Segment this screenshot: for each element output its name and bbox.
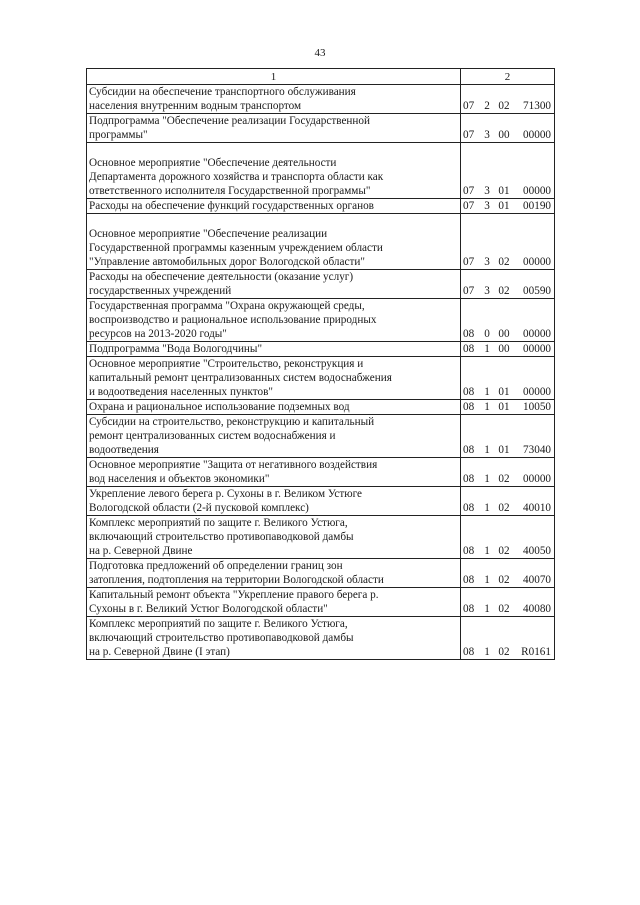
- row-name-cell: Расходы на обеспечение деятельности (оказание услуг) государственных учреждений: [87, 270, 461, 299]
- code-part-a: 08: [463, 603, 475, 615]
- code-part-a: 08: [463, 343, 475, 355]
- table-row: [87, 199, 555, 214]
- table-row: [87, 270, 555, 299]
- code-part-c: 02: [498, 545, 510, 557]
- row-code-cell: [461, 357, 555, 400]
- code-part-a: 08: [463, 502, 475, 514]
- column-header-name: 1: [87, 69, 461, 85]
- code-part-c: 02: [498, 603, 510, 615]
- code-part-d: 00000: [523, 129, 551, 141]
- budget-code: [463, 255, 552, 269]
- budget-code: [463, 385, 552, 399]
- row-name-cell: Подпрограмма "Вода Вологодчины": [87, 342, 461, 357]
- code-part-d: 71300: [523, 100, 551, 112]
- row-name-cell: Охрана и рациональное использование подземных вод: [87, 400, 461, 415]
- table-row: [87, 214, 555, 270]
- code-part-c: 02: [498, 502, 510, 514]
- row-code-cell: [461, 299, 555, 342]
- code-part-d: 00000: [523, 473, 551, 485]
- budget-code: [463, 472, 552, 486]
- code-part-b: 1: [484, 343, 490, 355]
- code-part-b: 1: [484, 502, 490, 514]
- row-code-cell: [461, 487, 555, 516]
- code-part-d: 00590: [523, 285, 551, 297]
- table-row: [87, 342, 555, 357]
- row-name-cell: Субсидии на строительство, реконструкцию и капитальный ремонт централизованных систем водоснабжения и водоотведения: [87, 415, 461, 458]
- budget-code: [463, 573, 552, 587]
- row-name-cell: Основное мероприятие "Строительство, реконструкция и капитальный ремонт централизованных систем водоснабжения и водоотведения населенных пунктов": [87, 357, 461, 400]
- budget-code: [463, 544, 552, 558]
- code-part-b: 1: [484, 401, 490, 413]
- code-part-c: 02: [498, 100, 510, 112]
- code-part-d: 00000: [523, 256, 551, 268]
- code-part-b: 2: [484, 100, 490, 112]
- table-row: [87, 559, 555, 588]
- code-part-d: 40080: [523, 603, 551, 615]
- row-name-cell: Подпрограмма "Обеспечение реализации Государственной программы": [87, 114, 461, 143]
- row-code-cell: [461, 516, 555, 559]
- code-part-a: 08: [463, 444, 475, 456]
- code-part-c: 00: [498, 328, 510, 340]
- row-code-cell: [461, 588, 555, 617]
- code-part-a: 08: [463, 328, 475, 340]
- code-part-d: 00190: [523, 200, 551, 212]
- budget-code: [463, 199, 552, 213]
- code-part-d: 40050: [523, 545, 551, 557]
- code-part-d: 00000: [523, 185, 551, 197]
- table-row: [87, 114, 555, 143]
- code-part-c: 01: [498, 185, 510, 197]
- row-code-cell: [461, 559, 555, 588]
- page-number: 43: [314, 47, 326, 59]
- budget-code: [463, 645, 552, 659]
- budget-code: [463, 400, 552, 414]
- row-code-cell: [461, 415, 555, 458]
- code-part-c: 00: [498, 343, 510, 355]
- table-row: [87, 357, 555, 400]
- row-name-cell: Укрепление левого берега р. Сухоны в г. Великом Устюге Вологодской области (2-й пусковой комплекс): [87, 487, 461, 516]
- code-part-a: 07: [463, 100, 475, 112]
- code-part-b: 1: [484, 574, 490, 586]
- table-row: [87, 400, 555, 415]
- table-row: [87, 299, 555, 342]
- code-part-b: 1: [484, 545, 490, 557]
- table-row: [87, 85, 555, 114]
- row-name-cell: Капитальный ремонт объекта "Укрепление правого берега р. Сухоны в г. Великий Устюг Вологодской области": [87, 588, 461, 617]
- budget-code: [463, 602, 552, 616]
- code-part-d: 40070: [523, 574, 551, 586]
- code-part-c: 02: [498, 285, 510, 297]
- row-code-cell: [461, 458, 555, 487]
- code-part-c: 00: [498, 129, 510, 141]
- table-header-row: [87, 69, 555, 85]
- code-part-b: 1: [484, 646, 490, 658]
- code-part-b: 1: [484, 603, 490, 615]
- table-row: [87, 143, 555, 199]
- code-part-c: 01: [498, 444, 510, 456]
- code-part-d: R0161: [521, 646, 551, 658]
- code-part-b: 1: [484, 386, 490, 398]
- code-part-b: 3: [484, 185, 490, 197]
- code-part-a: 08: [463, 574, 475, 586]
- row-name-cell: Основное мероприятие "Обеспечение деятельности Департамента дорожного хозяйства и транспорта области как ответственного исполнителя Государственной программы": [87, 143, 461, 199]
- row-code-cell: [461, 214, 555, 270]
- code-part-b: 1: [484, 444, 490, 456]
- code-part-a: 07: [463, 200, 475, 212]
- row-name-cell: Расходы на обеспечение функций государственных органов: [87, 199, 461, 214]
- row-code-cell: [461, 143, 555, 199]
- code-part-b: 3: [484, 256, 490, 268]
- row-name-cell: Субсидии на обеспечение транспортного обслуживания населения внутренним водным транспортом: [87, 85, 461, 114]
- row-name-cell: Комплекс мероприятий по защите г. Великого Устюга, включающий строительство противопаводковой дамбы на р. Северной Двине: [87, 516, 461, 559]
- table-row: [87, 458, 555, 487]
- row-code-cell: [461, 617, 555, 660]
- code-part-c: 02: [498, 574, 510, 586]
- code-part-c: 02: [498, 256, 510, 268]
- budget-code: [463, 327, 552, 341]
- table-row: [87, 617, 555, 660]
- code-part-a: 07: [463, 285, 475, 297]
- budget-classification-table: [86, 68, 555, 660]
- code-part-d: 00000: [523, 328, 551, 340]
- row-code-cell: [461, 270, 555, 299]
- budget-code: [463, 443, 552, 457]
- code-part-d: 40010: [523, 502, 551, 514]
- code-part-c: 01: [498, 401, 510, 413]
- table-row: [87, 415, 555, 458]
- budget-code: [463, 184, 552, 198]
- code-part-a: 08: [463, 386, 475, 398]
- budget-code: [463, 501, 552, 515]
- code-part-a: 08: [463, 646, 475, 658]
- row-code-cell: [461, 400, 555, 415]
- code-part-a: 07: [463, 185, 475, 197]
- row-name-cell: Подготовка предложений об определении границ зон затопления, подтопления на территории Вологодской области: [87, 559, 461, 588]
- column-header-code: 2: [461, 69, 555, 85]
- code-part-d: 73040: [523, 444, 551, 456]
- code-part-b: 0: [484, 328, 490, 340]
- budget-code: [463, 128, 552, 142]
- code-part-a: 07: [463, 256, 475, 268]
- row-name-cell: Основное мероприятие "Обеспечение реализации Государственной программы казенным учреждением области "Управление автомобильных дорог Вологодской области": [87, 214, 461, 270]
- budget-code: [463, 99, 552, 113]
- code-part-a: 08: [463, 401, 475, 413]
- code-part-b: 3: [484, 129, 490, 141]
- code-part-a: 07: [463, 129, 475, 141]
- table-row: [87, 516, 555, 559]
- row-code-cell: [461, 342, 555, 357]
- row-code-cell: [461, 114, 555, 143]
- row-name-cell: Основное мероприятие "Защита от негативного воздействия вод населения и объектов экономики": [87, 458, 461, 487]
- code-part-c: 02: [498, 473, 510, 485]
- code-part-c: 01: [498, 200, 510, 212]
- row-code-cell: [461, 199, 555, 214]
- code-part-a: 08: [463, 545, 475, 557]
- budget-code: [463, 342, 552, 356]
- table-row: [87, 588, 555, 617]
- code-part-d: 00000: [523, 343, 551, 355]
- code-part-a: 08: [463, 473, 475, 485]
- table-row: [87, 487, 555, 516]
- code-part-d: 10050: [523, 401, 551, 413]
- code-part-b: 1: [484, 473, 490, 485]
- row-code-cell: [461, 85, 555, 114]
- code-part-c: 02: [498, 646, 510, 658]
- code-part-c: 01: [498, 386, 510, 398]
- budget-code: [463, 284, 552, 298]
- row-name-cell: Комплекс мероприятий по защите г. Великого Устюга, включающий строительство противопаводковой дамбы на р. Северной Двине (I этап): [87, 617, 461, 660]
- code-part-b: 3: [484, 200, 490, 212]
- code-part-d: 00000: [523, 386, 551, 398]
- row-name-cell: Государственная программа "Охрана окружающей среды, воспроизводство и рациональное использование природных ресурсов на 2013-2020 годы": [87, 299, 461, 342]
- code-part-b: 3: [484, 285, 490, 297]
